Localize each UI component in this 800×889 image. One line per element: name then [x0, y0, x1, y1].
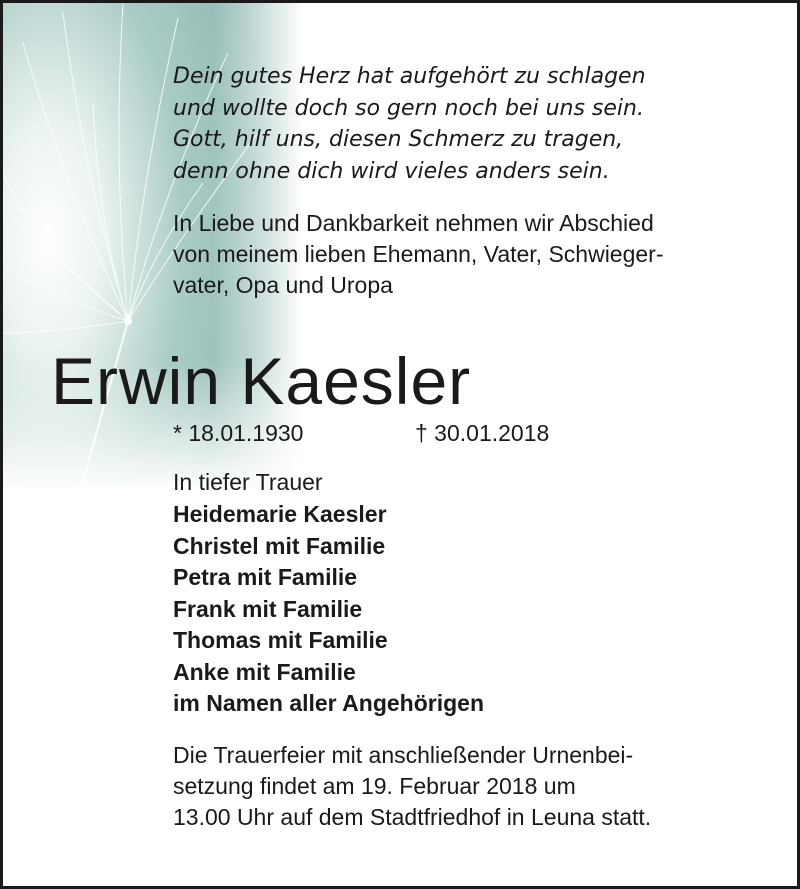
mourner: Christel mit Familie [173, 532, 386, 559]
farewell-intro [173, 208, 664, 301]
notice-line: Die Trauerfeier mit anschließender Urnenbei- [173, 742, 634, 768]
seed-center [124, 317, 132, 325]
funeral-notice [173, 740, 651, 833]
mourner: Anke mit Familie [173, 658, 356, 685]
deceased-name: Erwin Kaesler [51, 344, 472, 418]
mourner: im Namen aller Angehörigen [173, 690, 484, 716]
verse [173, 61, 646, 187]
intro-line: In Liebe und Dankbarkeit nehmen wir Abschied [173, 210, 654, 236]
birth-date: * 18.01.1930 [173, 420, 304, 446]
mourner: Frank mit Familie [173, 595, 363, 622]
intro-line: von meinem lieben Ehemann, Vater, Schwieger- [173, 241, 664, 267]
intro-line: vater, Opa und Uropa [173, 272, 393, 298]
notice-line: 13.00 Uhr auf dem Stadtfriedhof in Leuna statt. [173, 804, 652, 830]
mourner: Heidemarie Kaesler [173, 501, 387, 527]
mourner: Thomas mit Familie [173, 627, 388, 653]
notice-line: setzung findet am 19. Februar 2018 um [173, 773, 576, 799]
mourners-list [173, 499, 484, 720]
verse-line: und wollte doch so gern noch bei uns sein. [173, 95, 644, 121]
verse-line: Dein gutes Herz hat aufgehört zu schlagen [173, 64, 646, 89]
verse-line: denn ohne dich wird vieles anders sein. [173, 158, 610, 184]
mourner: Petra mit Familie [173, 564, 358, 590]
mourning-heading: In tiefer Trauer [173, 469, 323, 495]
death-date: † 30.01.2018 [415, 420, 550, 446]
verse-line: Gott, hilf uns, diesen Schmerz zu tragen, [173, 127, 624, 152]
